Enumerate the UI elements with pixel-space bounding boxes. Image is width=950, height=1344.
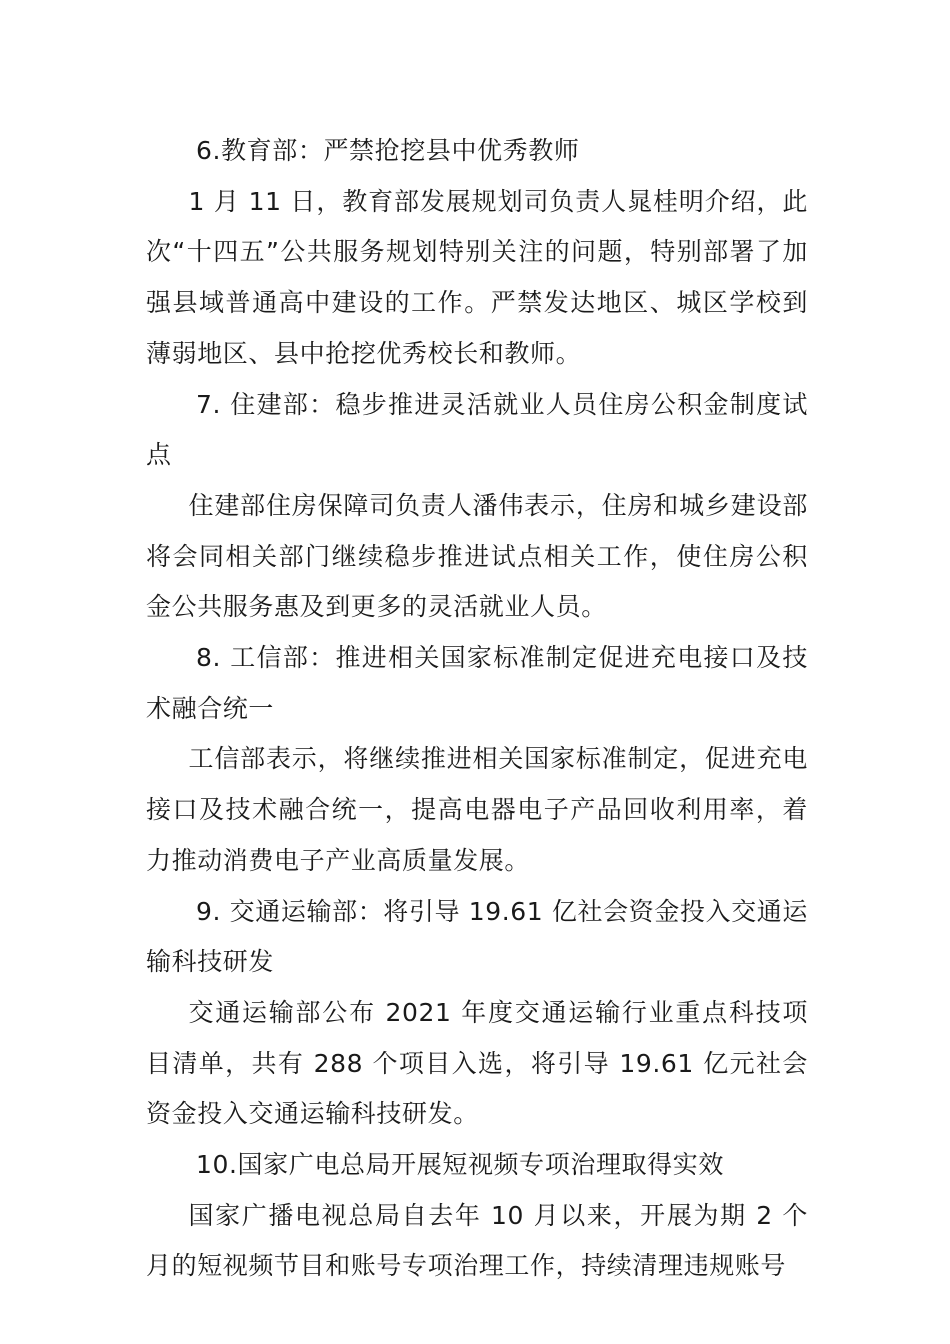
paragraph-education: 1 月 11 日，教育部发展规划司负责人晁桂明介绍，此次“十四五”公共服务规划特别关注的问题，特别部署了加强县域普通高中建设的工作。严禁发达地区、城区学校到薄弱地区、县中抢挖优秀校长和教师。 (146, 186, 808, 368)
document-body (146, 126, 808, 1292)
section-heading-housing: 7. 住建部：稳步推进灵活就业人员住房公积金制度试点 (146, 389, 808, 470)
paragraph-miit: 工信部表示，将继续推进相关国家标准制定，促进充电接口及技术融合统一，提高电器电子产品回收利用率，着力推动消费电子产业高质量发展。 (146, 744, 808, 875)
section-heading-miit: 8. 工信部：推进相关国家标准制定促进充电接口及技术融合统一 (146, 643, 808, 723)
section-heading-broadcast: 10.国家广电总局开展短视频专项治理取得实效 (196, 1150, 724, 1180)
section-heading-transport: 9. 交通运输部：将引导 19.61 亿社会资金投入交通运输科技研发 (146, 896, 808, 977)
section-heading-education: 6.教育部：严禁抢挖县中优秀教师 (196, 136, 580, 165)
paragraph-housing: 住建部住房保障司负责人潘伟表示，住房和城乡建设部将会同相关部门继续稳步推进试点相关工作，使住房公积金公共服务惠及到更多的灵活就业人员。 (146, 490, 808, 622)
paragraph-broadcast: 国家广播电视总局自去年 10 月以来，开展为期 2 个月的短视频节目和账号专项治理工作，持续清理违规账号 (146, 1200, 808, 1281)
paragraph-transport: 交通运输部公布 2021 年度交通运输行业重点科技项目清单，共有 288 个项目入选，将引导 19.61 亿元社会资金投入交通运输科技研发。 (146, 997, 808, 1129)
